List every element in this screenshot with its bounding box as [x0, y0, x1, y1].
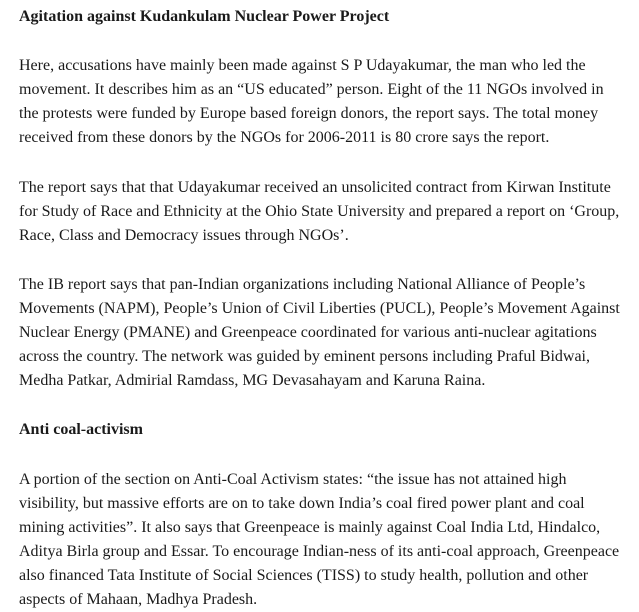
paragraph-kirwan-contract: The report says that that Udayakumar received an unsolicited contract from Kirwan Institute for Study of Race and Ethnicity at the Ohio State University and prepared a report on ‘Group, Race, Class and Democracy issues through NGOs’.: [19, 179, 620, 244]
article-body: [19, 0, 623, 612]
section-heading-kudankulam: Agitation against Kudankulam Nuclear Power Project: [19, 8, 390, 25]
paragraph-anti-coal-activism: A portion of the section on Anti-Coal Activism states: “the issue has not attained high visibility, but massive efforts are on to take down India’s coal fired power plant and coal mining activities”. It also says that Greenpeace is mainly against Coal India Ltd, Hindalco, Aditya Birla group and Essar. To encourage Indian-ness of its anti-coal approach, Greenpeace also financed Tata Institute of Social Sciences (TISS) to study health, pollution and other aspects of Mahaan, Madhya Pradesh.: [19, 471, 620, 608]
section-heading-anti-coal: Anti coal-activism: [19, 421, 143, 438]
paragraph-anti-nuclear-network: The IB report says that pan-Indian organizations including National Alliance of People’s Movements (NAPM), People’s Union of Civil Liberties (PUCL), People’s Movement Against Nuclear Energy (PMANE) and Greenpeace coordinated for various anti-nuclear agitations across the country. The network was guided by eminent persons including Praful Bidwai, Medha Patkar, Admirial Ramdass, MG Devasahayam and Karuna Raina.: [19, 276, 620, 389]
paragraph-udayakumar-accusations: Here, accusations have mainly been made against S P Udayakumar, the man who led the movement. It describes him as an “US educated” person. Eight of the 11 NGOs involved in the protests were funded by Europe based foreign donors, the report says. The total money received from these donors by the NGOs for 2006-2011 is 80 crore says the report.: [19, 57, 604, 146]
